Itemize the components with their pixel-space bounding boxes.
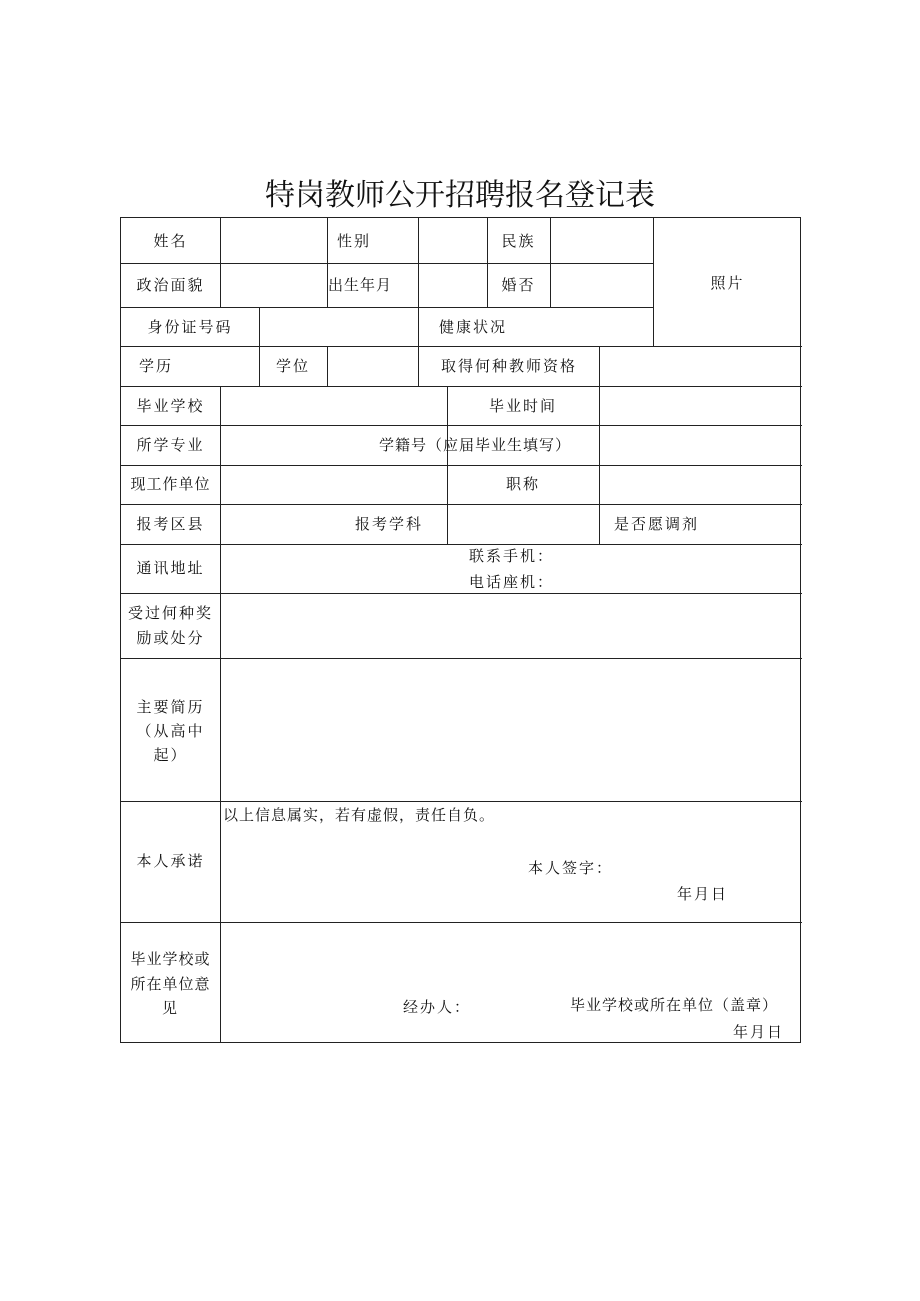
opinion-label-line1: 毕业学校或 — [130, 950, 211, 968]
exam-district-label: 报考区县 — [136, 515, 205, 533]
mobile-label: 联系手机： — [469, 547, 555, 565]
awards-label-line2: 励或处分 — [136, 629, 205, 647]
pledge-label: 本人承诺 — [136, 852, 205, 870]
political-status-label: 政治面貌 — [136, 276, 205, 294]
education-label: 学历 — [139, 357, 174, 375]
opinion-date: 年月日 — [733, 1023, 785, 1041]
address-label: 通讯地址 — [136, 559, 205, 577]
awards-label-line1: 受过何种奖 — [127, 604, 213, 622]
registration-form — [120, 217, 801, 1043]
opinion-label-line2: 所在单位意 — [130, 975, 211, 993]
signature-label: 本人签字： — [528, 859, 614, 877]
opinion-label-line3: 见 — [161, 999, 179, 1017]
work-unit-label: 现工作单位 — [130, 475, 211, 493]
form-title: 特岗教师公开招聘报名登记表 — [265, 178, 655, 213]
major-label: 所学专业 — [136, 436, 205, 454]
birth-date-label: 出生年月 — [328, 276, 393, 294]
id-number-label: 身份证号码 — [147, 318, 233, 336]
marital-status-label: 婚否 — [501, 276, 536, 294]
resume-label-line2: （从高中 — [136, 722, 205, 740]
landline-label: 电话座机： — [469, 573, 555, 591]
degree-label: 学位 — [275, 357, 310, 375]
teacher-qualification-label: 取得何种教师资格 — [441, 357, 578, 375]
health-label: 健康状况 — [439, 318, 508, 336]
pledge-date: 年月日 — [677, 885, 729, 903]
resume-label-line3: 起） — [153, 746, 188, 764]
graduate-school-label: 毕业学校 — [136, 397, 205, 415]
graduation-time-label: 毕业时间 — [488, 397, 557, 415]
ethnicity-label: 民族 — [501, 232, 536, 250]
accept-adjustment-label: 是否愿调剂 — [614, 515, 700, 533]
exam-subject-label: 报考学科 — [355, 515, 424, 533]
seal-label: 毕业学校或所在单位（盖章） — [570, 996, 779, 1014]
resume-label-line1: 主要简历 — [136, 698, 205, 716]
photo-label: 照片 — [710, 274, 745, 292]
professional-title-label: 职称 — [505, 475, 540, 493]
pledge-text: 以上信息属实，若有虚假，责任自负。 — [223, 806, 496, 824]
gender-label: 性别 — [337, 232, 372, 250]
handler-label: 经办人： — [403, 998, 472, 1016]
name-label: 姓名 — [153, 232, 188, 250]
student-number-label: 学籍号（应届毕业生填写） — [379, 436, 572, 454]
